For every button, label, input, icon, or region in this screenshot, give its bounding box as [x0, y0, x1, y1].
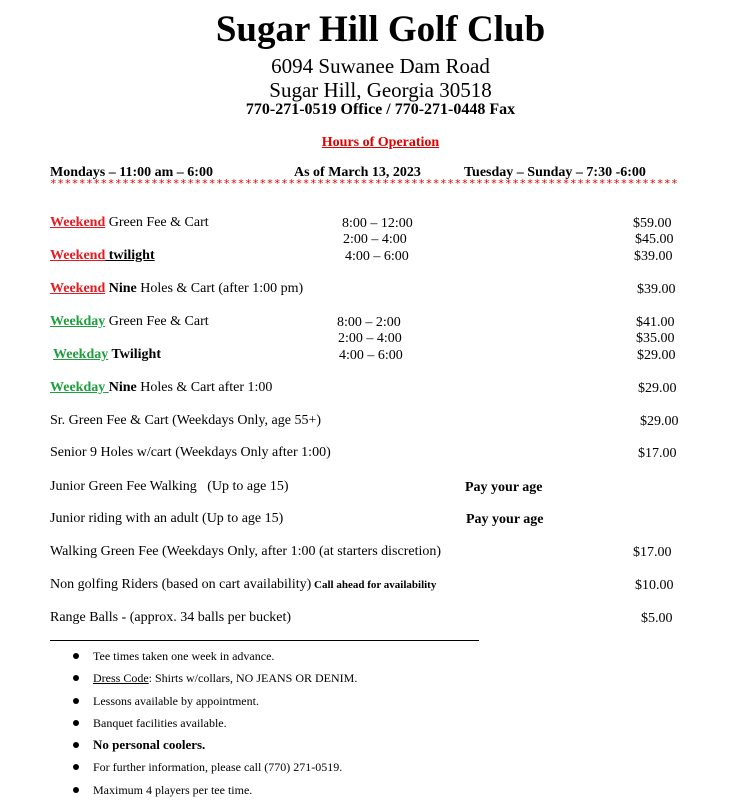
divider-line	[50, 640, 479, 641]
note-text: For further information, please call (770) 271-0519.	[93, 760, 343, 775]
bullet-icon	[73, 698, 79, 704]
note-text: No personal coolers.	[93, 737, 206, 753]
list-item	[56, 669, 357, 691]
rate-price: $35.00	[636, 331, 675, 346]
tue-sun-hours: Tuesday – Sunday – 7:30 -6:00	[464, 165, 646, 180]
rate-row	[50, 247, 155, 265]
hours-of-operation-heading: Hours of Operation	[321, 135, 440, 150]
rate-price: Pay your age	[466, 512, 544, 527]
phone-fax: 770-271-0519 Office / 770-271-0448 Fax	[245, 101, 516, 118]
rate-row	[53, 346, 161, 364]
rate-tag: Weekend	[50, 281, 106, 296]
rate-label-bold: Nine	[105, 281, 137, 296]
notes-list	[56, 647, 357, 803]
rate-label: Holes & Cart after 1:00	[136, 380, 273, 395]
rate-price: $59.00	[633, 216, 672, 231]
rate-row	[50, 609, 291, 627]
rate-price: $29.00	[640, 414, 679, 429]
rate-label: Green Fee & Cart	[105, 314, 209, 329]
rate-label: Green Fee & Cart	[105, 215, 209, 230]
star-separator: ***************************************************************************************	[50, 177, 679, 190]
bullet-icon	[73, 764, 79, 770]
rate-row	[50, 214, 209, 232]
rate-label: Non golfing Riders (based on cart availability)	[50, 577, 312, 592]
rate-time: 4:00 – 6:00	[345, 249, 409, 264]
list-item	[56, 647, 357, 669]
rate-tag: Weekday	[50, 380, 109, 395]
rate-row	[50, 444, 331, 462]
bullet-icon	[73, 787, 79, 793]
address-line-2: Sugar Hill, Georgia 30518	[269, 78, 492, 102]
rate-time: 8:00 – 2:00	[337, 315, 401, 330]
rate-tag: Weekend	[50, 248, 106, 263]
bullet-icon	[73, 720, 79, 726]
club-name: Sugar Hill Golf Club	[215, 9, 546, 50]
address-line-1: 6094 Suwanee Dam Road	[271, 54, 490, 78]
list-item	[56, 714, 357, 736]
as-of-date: As of March 13, 2023	[294, 165, 421, 180]
rate-label: Walking Green Fee (Weekdays Only, after 1:00 (at starters discretion)	[50, 544, 442, 559]
rate-row	[50, 576, 436, 594]
rate-tag: Weekday	[50, 314, 106, 329]
note-text: Lessons available by appointment.	[93, 693, 259, 708]
rate-price: Pay your age	[465, 480, 543, 495]
rate-row	[50, 313, 209, 331]
rate-price: $39.00	[637, 282, 676, 297]
rate-row	[50, 280, 303, 298]
note-text: Banquet facilities available.	[93, 715, 227, 730]
rate-label-bold: Nine	[108, 380, 137, 395]
rate-row	[50, 379, 272, 397]
rate-price: $10.00	[635, 578, 674, 593]
rate-row	[50, 543, 441, 561]
rate-price: $29.00	[638, 381, 677, 396]
rate-row	[50, 412, 321, 430]
note-text: Maximum 4 players per tee time.	[93, 782, 253, 797]
rate-tag: Weekend	[50, 215, 106, 230]
note-text: : Shirts w/collars, NO JEANS OR DENIM.	[148, 671, 358, 686]
rate-note: Call ahead for availability	[311, 579, 437, 591]
note-lead: Dress Code	[93, 671, 149, 686]
monday-hours: Mondays – 11:00 am – 6:00	[50, 165, 213, 180]
rate-label: twilight	[105, 248, 155, 263]
bullet-icon	[73, 675, 79, 681]
rate-price: $29.00	[637, 348, 676, 363]
list-item	[56, 781, 357, 803]
list-item	[56, 692, 357, 714]
rate-time: 2:00 – 4:00	[343, 232, 407, 247]
rate-price: $5.00	[641, 611, 673, 626]
rate-row	[50, 478, 289, 496]
rate-price: $41.00	[636, 315, 675, 330]
rate-price: $45.00	[635, 232, 674, 247]
rate-tag: Weekday	[53, 347, 109, 362]
rate-time: 8:00 – 12:00	[342, 216, 413, 231]
rate-price: $17.00	[633, 545, 672, 560]
list-item	[56, 736, 357, 758]
bullet-icon	[73, 742, 79, 748]
rate-label: Range Balls - (approx. 34 balls per bucket)	[50, 610, 292, 625]
rate-row	[50, 510, 283, 528]
rate-label: Twilight	[108, 347, 162, 362]
rate-price: $39.00	[634, 249, 673, 264]
rate-label: Junior riding with an adult (Up to age 15)	[50, 511, 284, 526]
rate-label: Holes & Cart (after 1:00 pm)	[136, 281, 304, 296]
rate-time: 2:00 – 4:00	[338, 331, 402, 346]
rate-label: Senior 9 Holes w/cart (Weekdays Only after 1:00)	[50, 445, 331, 460]
note-text: Tee times taken one week in advance.	[93, 649, 275, 663]
list-item	[56, 758, 357, 780]
rate-label: Sr. Green Fee & Cart (Weekdays Only, age 55+)	[50, 413, 322, 428]
rate-price: $17.00	[638, 446, 677, 461]
bullet-icon	[73, 653, 79, 659]
rate-time: 4:00 – 6:00	[339, 348, 403, 363]
rate-label: Junior Green Fee Walking (Up to age 15)	[50, 479, 289, 494]
